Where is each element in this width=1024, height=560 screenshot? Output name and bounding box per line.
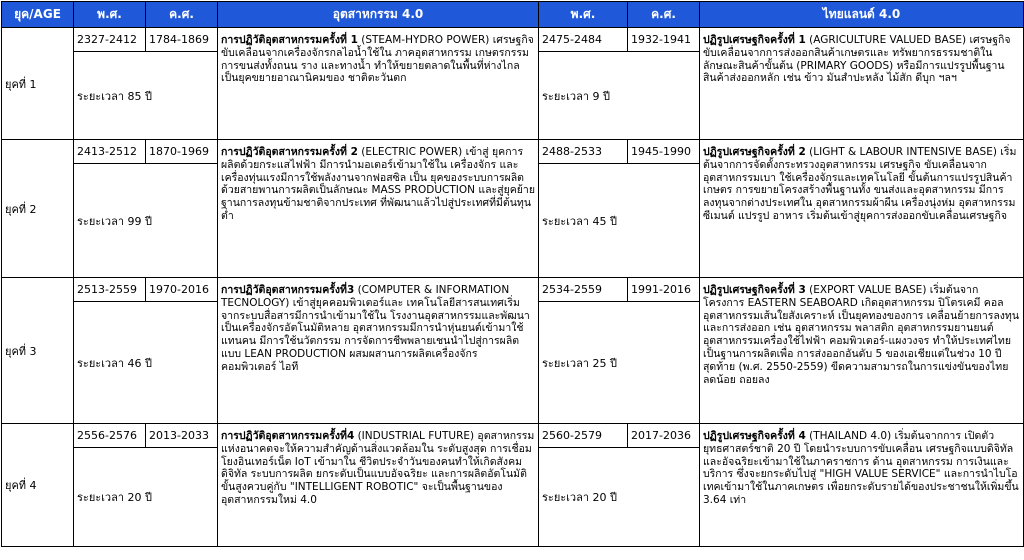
thailand-description bbox=[700, 424, 1024, 547]
industry-description-text: (INDUSTRIAL FUTURE) อุตสาหกรรมแห่งอนาคตจะให้ความสำคัญด้านสิ่งแวดล้อมใน ระดับสูงสุด การเชื่อมโยงอินเทอร์เน็ต IoT เข้ามาใน ชีวิตประจำวันของคนทำให้เกิดสังคมดิจิทัล ระบบการผลิต ยกระดับเป็นแบบอัจฉริยะ และการผลิตอัตโนมัติขั้นสูงควบคู่กับ "INTELLIGENT ROBOTIC" จะเป็นพื้นฐานของอุตสาหกรรมใหม่ 4.0 bbox=[221, 430, 535, 506]
age-label: ยุคที่ 1 bbox=[2, 28, 74, 140]
thailand-duration: ระยะเวลา 9 ปี bbox=[539, 52, 700, 140]
industry-description bbox=[218, 140, 539, 278]
industry-description-title: การปฏิวัติอุตสาหกรรมครั้งที่4 bbox=[221, 430, 355, 442]
thailand-duration: ระยะเวลา 20 ปี bbox=[539, 448, 700, 547]
industry-duration: ระยะเวลา 99 ปี bbox=[74, 164, 218, 278]
industry-thailand-comparison-table bbox=[1, 1, 1024, 547]
industry-be-years: 2556-2576 bbox=[74, 424, 146, 448]
header-be-thailand: พ.ศ. bbox=[539, 2, 628, 28]
thailand-description-text: (EXPORT VALUE BASE) เริ่มต้นจาก โครงการ EASTERN SEABOARD เกิดอุตสาหกรรม ปิโตรเคมี คอล อุตสาหกรรมเส้นใยสังเคราะห์ เป็นยุคทองของการ เคลื่อนย้ายการลงทุน และการส่งออก เช่น อุตสาหกรรม พลาสติก อุตสาหกรรมยานยนต์ อุตสาหกรรมเครื่องใช้ไฟฟ้า คอมพิวเตอร์-แผงวงจร ทำให้ประเทศไทยเป็นฐานการผลิตเพื่อ การส่งออกอันดับ 5 ของเอเชียแต่ในช่วง 10 ปีสุดท้าย (พ.ศ. 2550-2559) ขีดความสามารถในการแข่งขันของไทยลดน้อย ถอยลง bbox=[703, 284, 1020, 386]
industry-description-title: การปฏิวัติอุตสาหกรรมครั้งที่ 2 bbox=[221, 146, 358, 158]
industry-ce-years: 1870-1969 bbox=[146, 140, 218, 164]
thailand-description-title: ปฏิรูปเศรษฐกิจครั้งที่ 2 bbox=[703, 146, 806, 158]
thailand-description bbox=[700, 140, 1024, 278]
industry-be-years: 2513-2559 bbox=[74, 278, 146, 302]
industry-description bbox=[218, 28, 539, 140]
thailand-description-title: ปฏิรูปเศรษฐกิจครั้งที่ 3 bbox=[703, 284, 806, 296]
industry-duration: ระยะเวลา 20 ปี bbox=[74, 448, 218, 547]
industry-description bbox=[218, 278, 539, 424]
industry-ce-years: 2013-2033 bbox=[146, 424, 218, 448]
thailand-description-text: (AGRICULTURE VALUED BASE) เศรษฐกิจขับเคลื่อนจากการส่งออกสินค้าเกษตรและ ทรัพยากรธรรมชาติในลักษณะสินค้าขั้นต้น (PRIMARY GOODS) หรือมีการแปรรูปพื้นฐาน สินค้าส่งออกหลัก เช่น ข้าว มันสำปะหลัง ไม้สัก ดีบุก ฯลฯ bbox=[703, 34, 1011, 85]
table-row-age-4 bbox=[2, 424, 1024, 448]
thailand-description-title: ปฏิรูปเศรษฐกิจครั้งที่ 1 bbox=[703, 34, 806, 46]
table-row-age-2 bbox=[2, 140, 1024, 164]
header-be-industry: พ.ศ. bbox=[74, 2, 146, 28]
industry-description-text: (COMPUTER & INFORMATION TECNOLOGY) เข้าสู่ยุคคอมพิวเตอร์และ เทคโนโลยีสารสนเทศเริ่มจากระบบสื่อสารมีการนำเข้ามาใช้ใน โรงงานอุตสาหกรรมและพัฒนาเป็นเครื่องจักรอัตโนมัติหลาย อุตสาหกรรมมีการนำหุ่นยนต์เข้ามาใช้แทนคน มีการใช้นวัตกรรม การจัดการชีพพลายเชนนำไปสู่การผลิตแบบ LEAN PRODUCTION ผสมผสานการผลิตเครื่องจักร คอมพิวเตอร์ ไอที bbox=[221, 284, 530, 373]
industry-description-title: การปฏิวัติอุตสาหกรรมครั้งที่ 1 bbox=[221, 34, 358, 46]
industry-description-text: (STEAM-HYDRO POWER) เศรษฐกิจขับเคลื่อนจากเครื่องจักรกลไอน้ำใช้ใน ภาคอุตสาหกรรม เกษตรกรรม การขนส่งทั้งถนน ราง และทางน้ำ ทำให้ขยายตลาดในพื้นที่ห่างไกลเป็นยุคขยายอาณานิคมของ ชาติตะวันตก bbox=[221, 34, 534, 85]
thailand-ce-years: 1932-1941 bbox=[628, 28, 700, 52]
thailand-be-years: 2488-2533 bbox=[539, 140, 628, 164]
age-label: ยุคที่ 4 bbox=[2, 424, 74, 547]
industry-duration: ระยะเวลา 85 ปี bbox=[74, 52, 218, 140]
table-row-age-3 bbox=[2, 278, 1024, 302]
header-ce-industry: ค.ศ. bbox=[146, 2, 218, 28]
header-row bbox=[2, 2, 1024, 28]
thailand-description-title: ปฏิรูปเศรษฐกิจครั้งที่ 4 bbox=[703, 430, 806, 442]
thailand-be-years: 2560-2579 bbox=[539, 424, 628, 448]
thailand-be-years: 2534-2559 bbox=[539, 278, 628, 302]
thailand-description-text: (LIGHT & LABOUR INTENSIVE BASE) เริ่มต้นจากการจัดตั้งกระทรวงอุตสาหกรรม เศรษฐกิจ ขับเคลื่อนจากอุตสาหกรรมเบา ใช้เครื่องจักรและเทคโนโลยี ขั้นต้นการแปรรูปสินค้าเกษตร การขยายโครงสร้างพื้นฐานทั้ง ขนส่งและอุตสาหกรรม มีการลงทุนจากต่างประเทศใน อุตสาหกรรมผ้าผืน เครื่องนุ่งห่ม อุตสาหกรรมซีเมนต์ แปรรูป อาหาร เริ่มต้นเข้าสู่ยุคการส่งออกขับเคลื่อนเศรษฐกิจ bbox=[703, 146, 1017, 222]
thailand-ce-years: 2017-2036 bbox=[628, 424, 700, 448]
industry-description bbox=[218, 424, 539, 547]
header-age: ยุค/AGE bbox=[2, 2, 74, 28]
industry-be-years: 2327-2412 bbox=[74, 28, 146, 52]
thailand-description-text: (THAILAND 4.0) เริ่มต้นจากการ เปิดตัวยุทธศาสตร์ชาติ 20 ปี โดยนำระบบการขับเคลื่อน เศรษฐกิจแบบดิจิทัลและอัจฉริยะเข้ามาใช้ในภาคราชการ ด้าน อุตสาหกรรม การเงินและบริการ ซึ่งจะยกระดับไปสู่ "HIGH VALUE SERVICE" และการนำไบโอเทคเข้ามาใช้ในภาคเกษตร เพื่อยกระดับรายได้ของประชาชนให้เพิ่มขึ้น 3.64 เท่า bbox=[703, 430, 1019, 506]
industry-ce-years: 1970-2016 bbox=[146, 278, 218, 302]
header-thailand: ไทยแลนด์ 4.0 bbox=[700, 2, 1024, 28]
thailand-be-years: 2475-2484 bbox=[539, 28, 628, 52]
industry-be-years: 2413-2512 bbox=[74, 140, 146, 164]
age-label: ยุคที่ 2 bbox=[2, 140, 74, 278]
thailand-description bbox=[700, 278, 1024, 424]
industry-ce-years: 1784-1869 bbox=[146, 28, 218, 52]
header-industry: อุตสาหกรรม 4.0 bbox=[218, 2, 539, 28]
thailand-duration: ระยะเวลา 25 ปี bbox=[539, 302, 700, 424]
table-row-age-1 bbox=[2, 28, 1024, 52]
age-label: ยุคที่ 3 bbox=[2, 278, 74, 424]
thailand-duration: ระยะเวลา 45 ปี bbox=[539, 164, 700, 278]
industry-duration: ระยะเวลา 46 ปี bbox=[74, 302, 218, 424]
industry-description-text: (ELECTRIC POWER) เข้าสู่ ยุคการผลิตด้วยกระแสไฟฟ้า มีการนำมอเตอร์เข้ามาใช้ใน เครื่องจักร และเครื่องทุ่นแรงมีการใช้พลังงานจากฟอสซิล เป็น ยุคของระบบการผลิตด้วยสายพานการผลิตเป็นลักษณะ MASS PRODUCTION และสู่ยุคย้ายฐานการลงทุนข้ามชาติจากประเทศ ที่พัฒนาแล้วไปสู่ประเทศที่มีต้นทุนต่ำ bbox=[221, 146, 535, 222]
thailand-description bbox=[700, 28, 1024, 140]
header-ce-thailand: ค.ศ. bbox=[628, 2, 700, 28]
thailand-ce-years: 1991-2016 bbox=[628, 278, 700, 302]
thailand-ce-years: 1945-1990 bbox=[628, 140, 700, 164]
industry-description-title: การปฏิวัติอุตสาหกรรมครั้งที่3 bbox=[221, 284, 355, 296]
